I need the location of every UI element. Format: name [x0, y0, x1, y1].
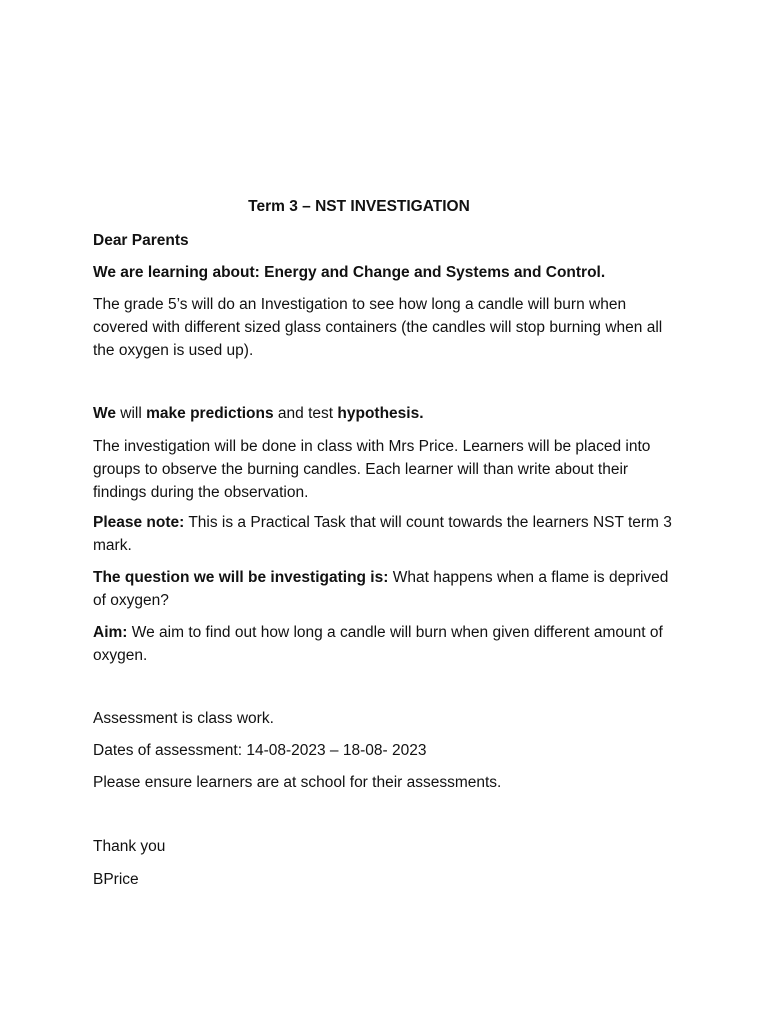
salutation	[93, 229, 683, 252]
predictions-make: make predictions	[146, 405, 274, 422]
assessment-line: Assessment is class work.	[93, 710, 274, 727]
salutation-text: Dear Parents	[93, 232, 189, 249]
signature: BPrice	[93, 871, 139, 888]
ensure-line: Please ensure learners are at school for their assessments.	[93, 774, 502, 791]
aim-text: We aim to find out how long a candle will burn when given different amount of oxygen.	[93, 624, 663, 664]
question-label: The question we will be investigating is:	[93, 569, 389, 586]
dates-line: Dates of assessment: 14-08-2023 – 18-08- 2023	[93, 742, 427, 759]
investigation-paragraph: The investigation will be done in class with Mrs Price. Learners will be placed into groups to observe the burning candles. Each learner will than write about their findings during the observation.	[93, 438, 651, 501]
note-paragraph	[93, 511, 683, 557]
thanks-line: Thank you	[93, 838, 166, 855]
note-label: Please note:	[93, 514, 185, 531]
question-text: What happens when a flame is deprived of oxygen?	[93, 569, 669, 609]
predictions-we: We	[93, 405, 116, 422]
note-text: This is a Practical Task that will count towards the learners NST term 3 mark.	[93, 514, 672, 554]
predictions-paragraph	[93, 402, 683, 425]
predictions-hypothesis: hypothesis.	[337, 405, 424, 422]
predictions-and-test: and test	[273, 405, 338, 422]
aim-label: Aim:	[93, 624, 128, 641]
aim-paragraph	[93, 621, 683, 667]
learning-about-text: We are learning about: Energy and Change and Systems and Control.	[93, 264, 606, 281]
intro-paragraph: The grade 5’s will do an Investigation to see how long a candle will burn when covered with different sized glass containers (the candles will stop burning when all the oxygen is used up).	[93, 296, 663, 359]
question-paragraph	[93, 566, 683, 612]
letter-title: Term 3 – NST INVESTIGATION	[248, 198, 470, 215]
learning-about	[93, 261, 683, 284]
predictions-will: will	[115, 405, 147, 422]
